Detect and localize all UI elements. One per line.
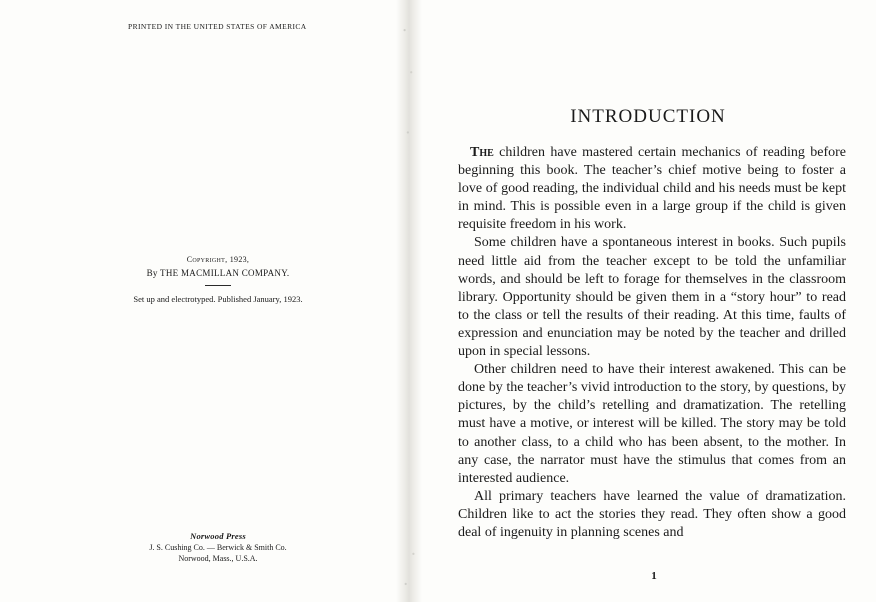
publication-line: Set up and electrotyped. Published January, 1923. [133,294,303,304]
body-text [458,144,846,542]
copyright-block [100,254,336,305]
copyright-page [0,0,396,602]
publisher-line: By THE MACMILLAN COMPANY. [146,268,290,278]
copyright-line: Copyright, 1923, [186,255,250,264]
page-number: 1 [651,570,657,582]
lead-word: The [470,145,494,160]
paragraph: Some children have a spontaneous interest in books. Such pupils need little aid from the teacher except to be told the unfamiliar words, and should be left to forage for themselves in the classroom library. Opportunity should be given them in a “story hour” to read to the class or tell the results of their reading. At this time, faults of expression and enunciation may be noted by the teacher and drilled upon in special lessons. [458,235,846,360]
page-title: INTRODUCTION [570,106,726,127]
introduction-page [422,0,876,602]
printed-in-notice: PRINTED IN THE UNITED STATES OF AMERICA [128,22,307,31]
paragraph: All primary teachers have learned the value of dramatization. Children like to act the stories they read. They often show a good deal of ingenuity in planning scenes and [458,488,846,540]
divider-rule [205,285,231,286]
press-companies: J. S. Cushing Co. — Berwick & Smith Co. [149,543,287,552]
press-imprint [110,531,326,564]
gutter-texture [398,0,420,602]
paragraph [458,144,846,234]
press-name: Norwood Press [190,531,246,541]
press-location: Norwood, Mass., U.S.A. [178,554,258,563]
paragraph: Other children need to have their interest awakened. This can be done by the teacher’s vivid introduction to the story, by questions, by pictures, by the child’s retelling and dramatization. The retelling must have a motive, or interest will be killed. The story may be told to another class, to a child who has been absent, to the mother. In any case, the narrator must have the stimulus that comes from an interested audience. [458,362,846,486]
paragraph-text: children have mastered certain mechanics of reading before beginning this book. The teacher’s chief motive being to foster a love of good reading, the individual child and his needs must be kept in mind. This is possible even in a large group if the child is given requisite freedom in his work. [458,145,846,233]
